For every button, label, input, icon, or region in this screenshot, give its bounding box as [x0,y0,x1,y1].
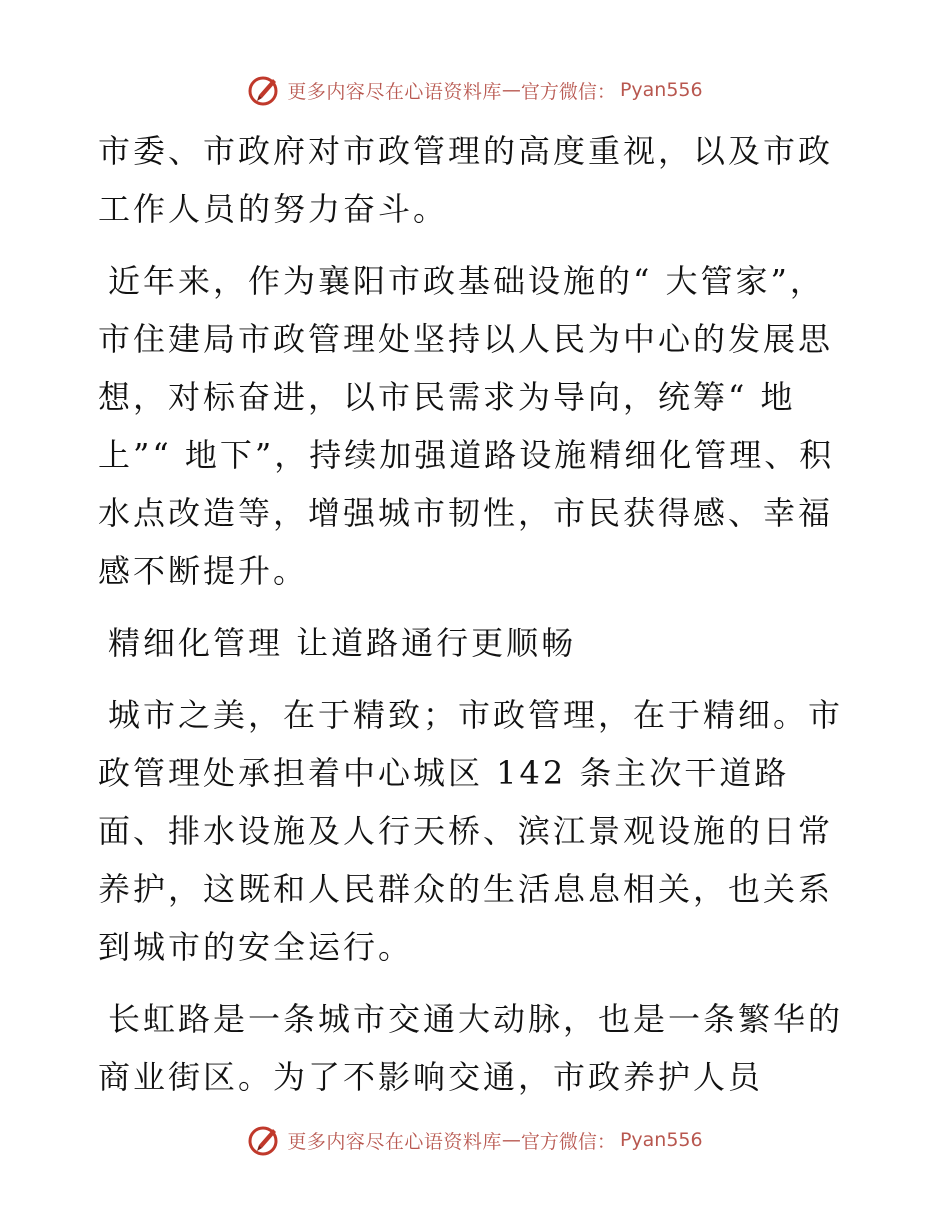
section-heading: 精细化管理 让道路通行更顺畅 [108,624,577,662]
paragraph-intro: 近年来，作为襄阳市政基础设施的“ 大管家”，市住建局市政管理处坚持以人民为中心的发展思想，对标奋进，以市民需求为导向，统筹“ 地上”“ 地下”，持续加强道路设施精细化管理、积水点改造等，增强城市韧性，市民获得感、幸福感不断提升。 [98,262,835,590]
watermark-official-label: 官方微信： [520,80,616,103]
watermark-separator: — [501,79,521,101]
header-watermark [0,70,950,110]
paragraph-body: 城市之美，在于精致；市政管理，在于精细。市政管理处承担着中心城区 142 条主次干道路面、排水设施及人行天桥、滨江景观设施的日常养护，这既和人民群众的生活息息相关，也关系到城市的安全运行。 [98,696,844,966]
pen-logo-icon [247,73,281,107]
watermark-main-text: 更多内容尽在心语资料库 [287,80,502,103]
document-body [98,122,858,1106]
watermark-main-text: 更多内容尽在心语资料库 [287,1130,502,1153]
paragraph-body: 长虹路是一条城市交通大动脉，也是一条繁华的商业街区。为了不影响交通，市政养护人员 [98,1000,844,1096]
watermark-separator: — [501,1129,521,1151]
watermark-official-label: 官方微信： [520,1130,616,1153]
pen-logo-icon [247,1123,281,1157]
footer-watermark [0,1120,950,1160]
watermark-wechat-id: Pyan556 [619,1129,703,1151]
paragraph-continuation: 市委、市政府对市政管理的高度重视，以及市政工作人员的努力奋斗。 [98,132,834,228]
watermark-wechat-id: Pyan556 [619,79,703,101]
